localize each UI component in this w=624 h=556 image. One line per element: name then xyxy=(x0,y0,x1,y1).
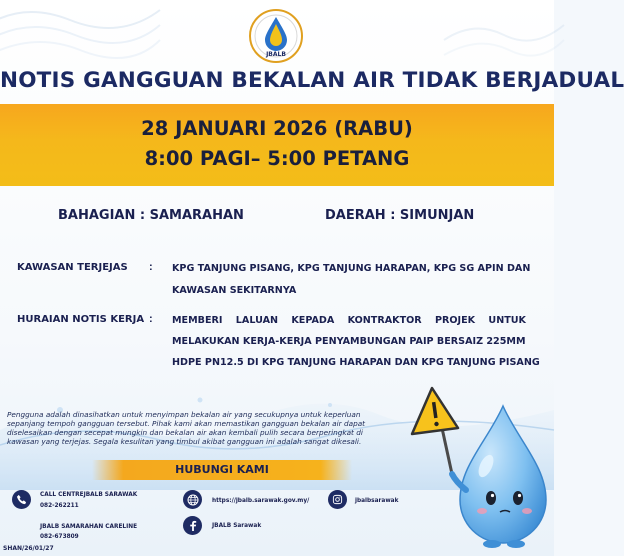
kawasan-label: KAWASAN TERJEJAS xyxy=(17,262,128,273)
advisory-line-1: Pengguna adalah dinasihatkan untuk menyimpan bekalan air yang secukupnya untuk keperluan xyxy=(7,410,361,419)
globe-icon xyxy=(183,490,202,509)
reference-code: SHAN/26/01/27 xyxy=(3,545,54,552)
region-bahagian: BAHAGIAN : SAMARAHAN xyxy=(58,208,244,223)
kawasan-line-1: KPG TANJUNG PISANG, KPG TANJUNG HARAPAN, KPG SG APIN DAN xyxy=(172,263,531,274)
advisory-line-4: kawasan yang terjejas. Segala kesulitan yang timbul akibat gangguan ini adalah sangat dikesali. xyxy=(7,437,362,446)
region-daerah: DAERAH : SIMUNJAN xyxy=(325,208,475,223)
instagram-handle[interactable]: jbalbsarawak xyxy=(355,498,399,504)
contact-heading-bar xyxy=(92,460,352,480)
schedule-time: 8:00 PAGI– 5:00 PETANG xyxy=(144,147,410,170)
jbalb-logo xyxy=(243,7,309,65)
advisory-line-2: sepanjang tempoh gangguan tersebut. Pihak kami akan memastikan gangguan bekalan air dapat xyxy=(7,419,366,428)
call-centre-label: CALL CENTREJBALB SARAWAK xyxy=(40,492,138,498)
warning-sign-icon xyxy=(412,388,458,474)
schedule-date: 28 JANUARI 2026 (RABU) xyxy=(141,117,413,140)
huraian-colon: : xyxy=(149,313,153,325)
phone-icon xyxy=(12,490,31,509)
kawasan-colon: : xyxy=(149,261,153,273)
call-centre-number[interactable]: 082-262211 xyxy=(40,503,79,509)
water-drop-mascot xyxy=(408,378,554,556)
website-link[interactable]: https://jbalb.sarawak.gov.my/ xyxy=(212,498,310,504)
advisory-line-3: diselesaikan dengan secepat mungkin dan bekalan air akan kembali pulih secara berperingkat di xyxy=(7,428,363,437)
schedule-band xyxy=(0,104,554,186)
huraian-line-3: HDPE PN12.5 DI KPG TANJUNG HARAPAN DAN KPG TANJUNG PISANG xyxy=(172,357,540,368)
facebook-page[interactable]: JBALB Sarawak xyxy=(212,523,262,529)
logo-text: JBALB xyxy=(266,51,286,58)
facebook-icon xyxy=(183,516,202,535)
huraian-line-1: MEMBERI LALUAN KEPADA KONTRAKTOR PROJEK UNTUK xyxy=(172,315,526,326)
kawasan-line-2: KAWASAN SEKITARNYA xyxy=(172,285,297,296)
page-title: NOTIS GANGGUAN BEKALAN AIR TIDAK BERJADUAL xyxy=(0,68,624,93)
careline-label: JBALB SAMARAHAN CARELINE xyxy=(40,524,138,530)
huraian-line-2: MELAKUKAN KERJA-KERJA PENYAMBUNGAN PAIP BERSAIZ 225MM xyxy=(172,336,526,347)
advisory-notice xyxy=(7,410,427,446)
contact-heading: HUBUNGI KAMI xyxy=(175,463,269,476)
careline-number[interactable]: 082-673809 xyxy=(40,534,79,540)
instagram-icon xyxy=(328,490,347,509)
huraian-label: HURAIAN NOTIS KERJA xyxy=(17,314,145,325)
